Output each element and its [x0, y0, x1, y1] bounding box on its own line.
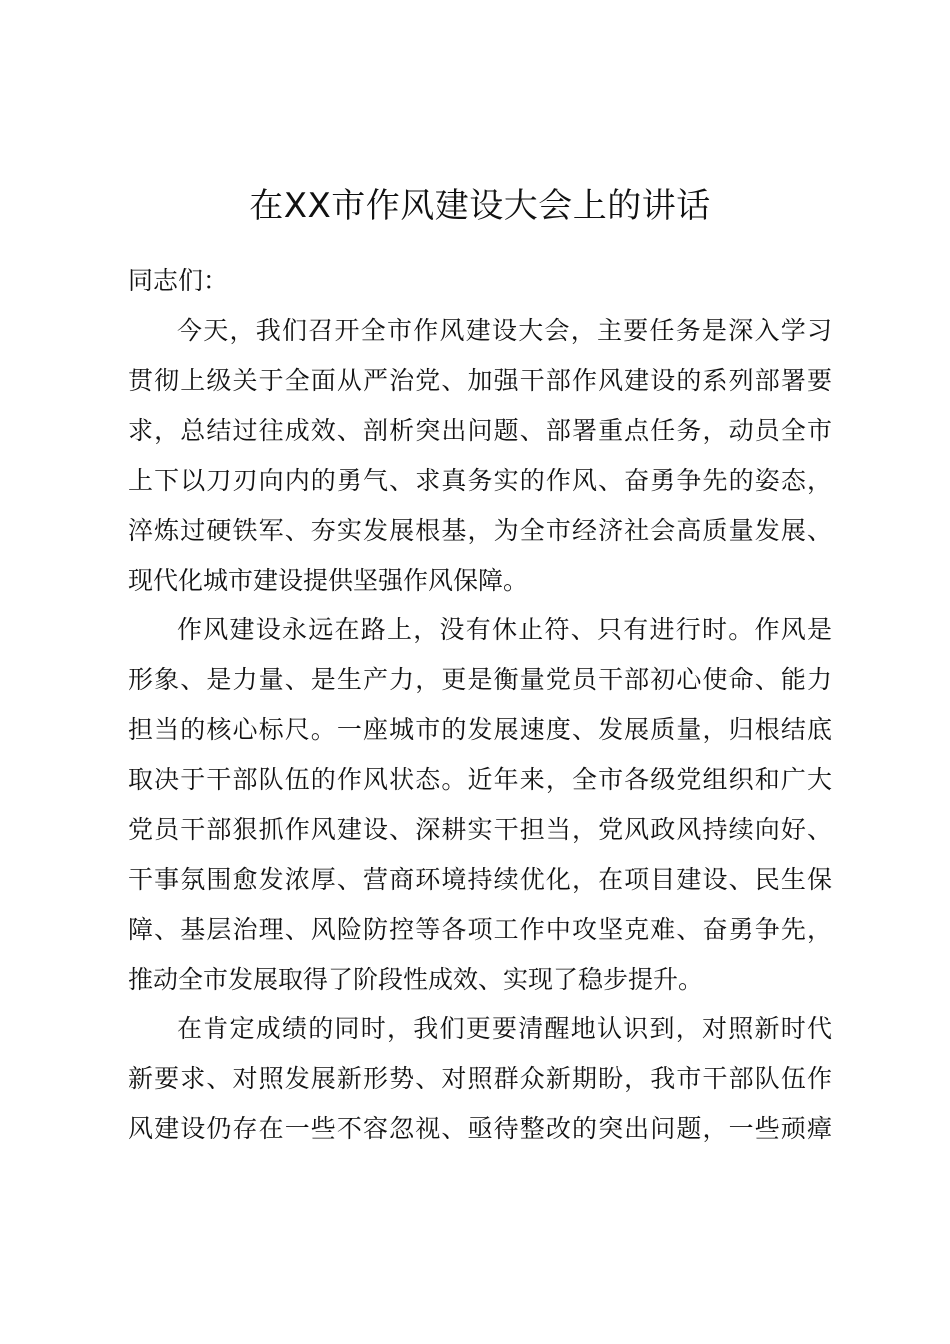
paragraph-line: 现代化城市建设提供坚强作风保障。 [128, 566, 529, 595]
paragraph-line: 障、基层治理、风险防控等各项工作中攻坚克难、奋勇争先， [128, 915, 832, 944]
paragraph-line: 新要求、对照发展新形势、对照群众新期盼，我市干部队伍作 [128, 1064, 832, 1093]
paragraph-line: 上下以刀刃向内的勇气、求真务实的作风、奋勇争先的姿态， [128, 466, 832, 495]
paragraph-line: 干事氛围愈发浓厚、营商环境持续优化，在项目建设、民生保 [128, 865, 832, 894]
paragraph-line: 求，总结过往成效、剖析突出问题、部署重点任务，动员全市 [128, 416, 832, 445]
paragraph-line: 取决于干部队伍的作风状态。近年来，全市各级党组织和广大 [128, 765, 832, 794]
paragraph-line: 风建设仍存在一些不容忽视、亟待整改的突出问题，一些顽瘴 [128, 1114, 832, 1143]
paragraph-line: 推动全市发展取得了阶段性成效、实现了稳步提升。 [128, 965, 704, 994]
paragraph-line: 贯彻上级关于全面从严治党、加强干部作风建设的系列部署要 [128, 366, 832, 395]
paragraph-line: 形象、是力量、是生产力，更是衡量党员干部初心使命、能力 [128, 665, 832, 694]
document-title: 在XX市作风建设大会上的讲话 [249, 186, 711, 226]
paragraph-line: 党员干部狠抓作风建设、深耕实干担当，党风政风持续向好、 [128, 815, 832, 844]
paragraph-line: 作风建设永远在路上，没有休止符、只有进行时。作风是 [177, 615, 832, 644]
paragraph-line: 担当的核心标尺。一座城市的发展速度、发展质量，归根结底 [128, 715, 832, 744]
paragraph-line: 在肯定成绩的同时，我们更要清醒地认识到，对照新时代 [177, 1014, 832, 1043]
paragraph-line: 今天，我们召开全市作风建设大会，主要任务是深入学习 [177, 316, 832, 345]
salutation: 同志们： [128, 266, 229, 295]
paragraph-line: 淬炼过硬铁军、夯实发展根基，为全市经济社会高质量发展、 [128, 516, 832, 545]
